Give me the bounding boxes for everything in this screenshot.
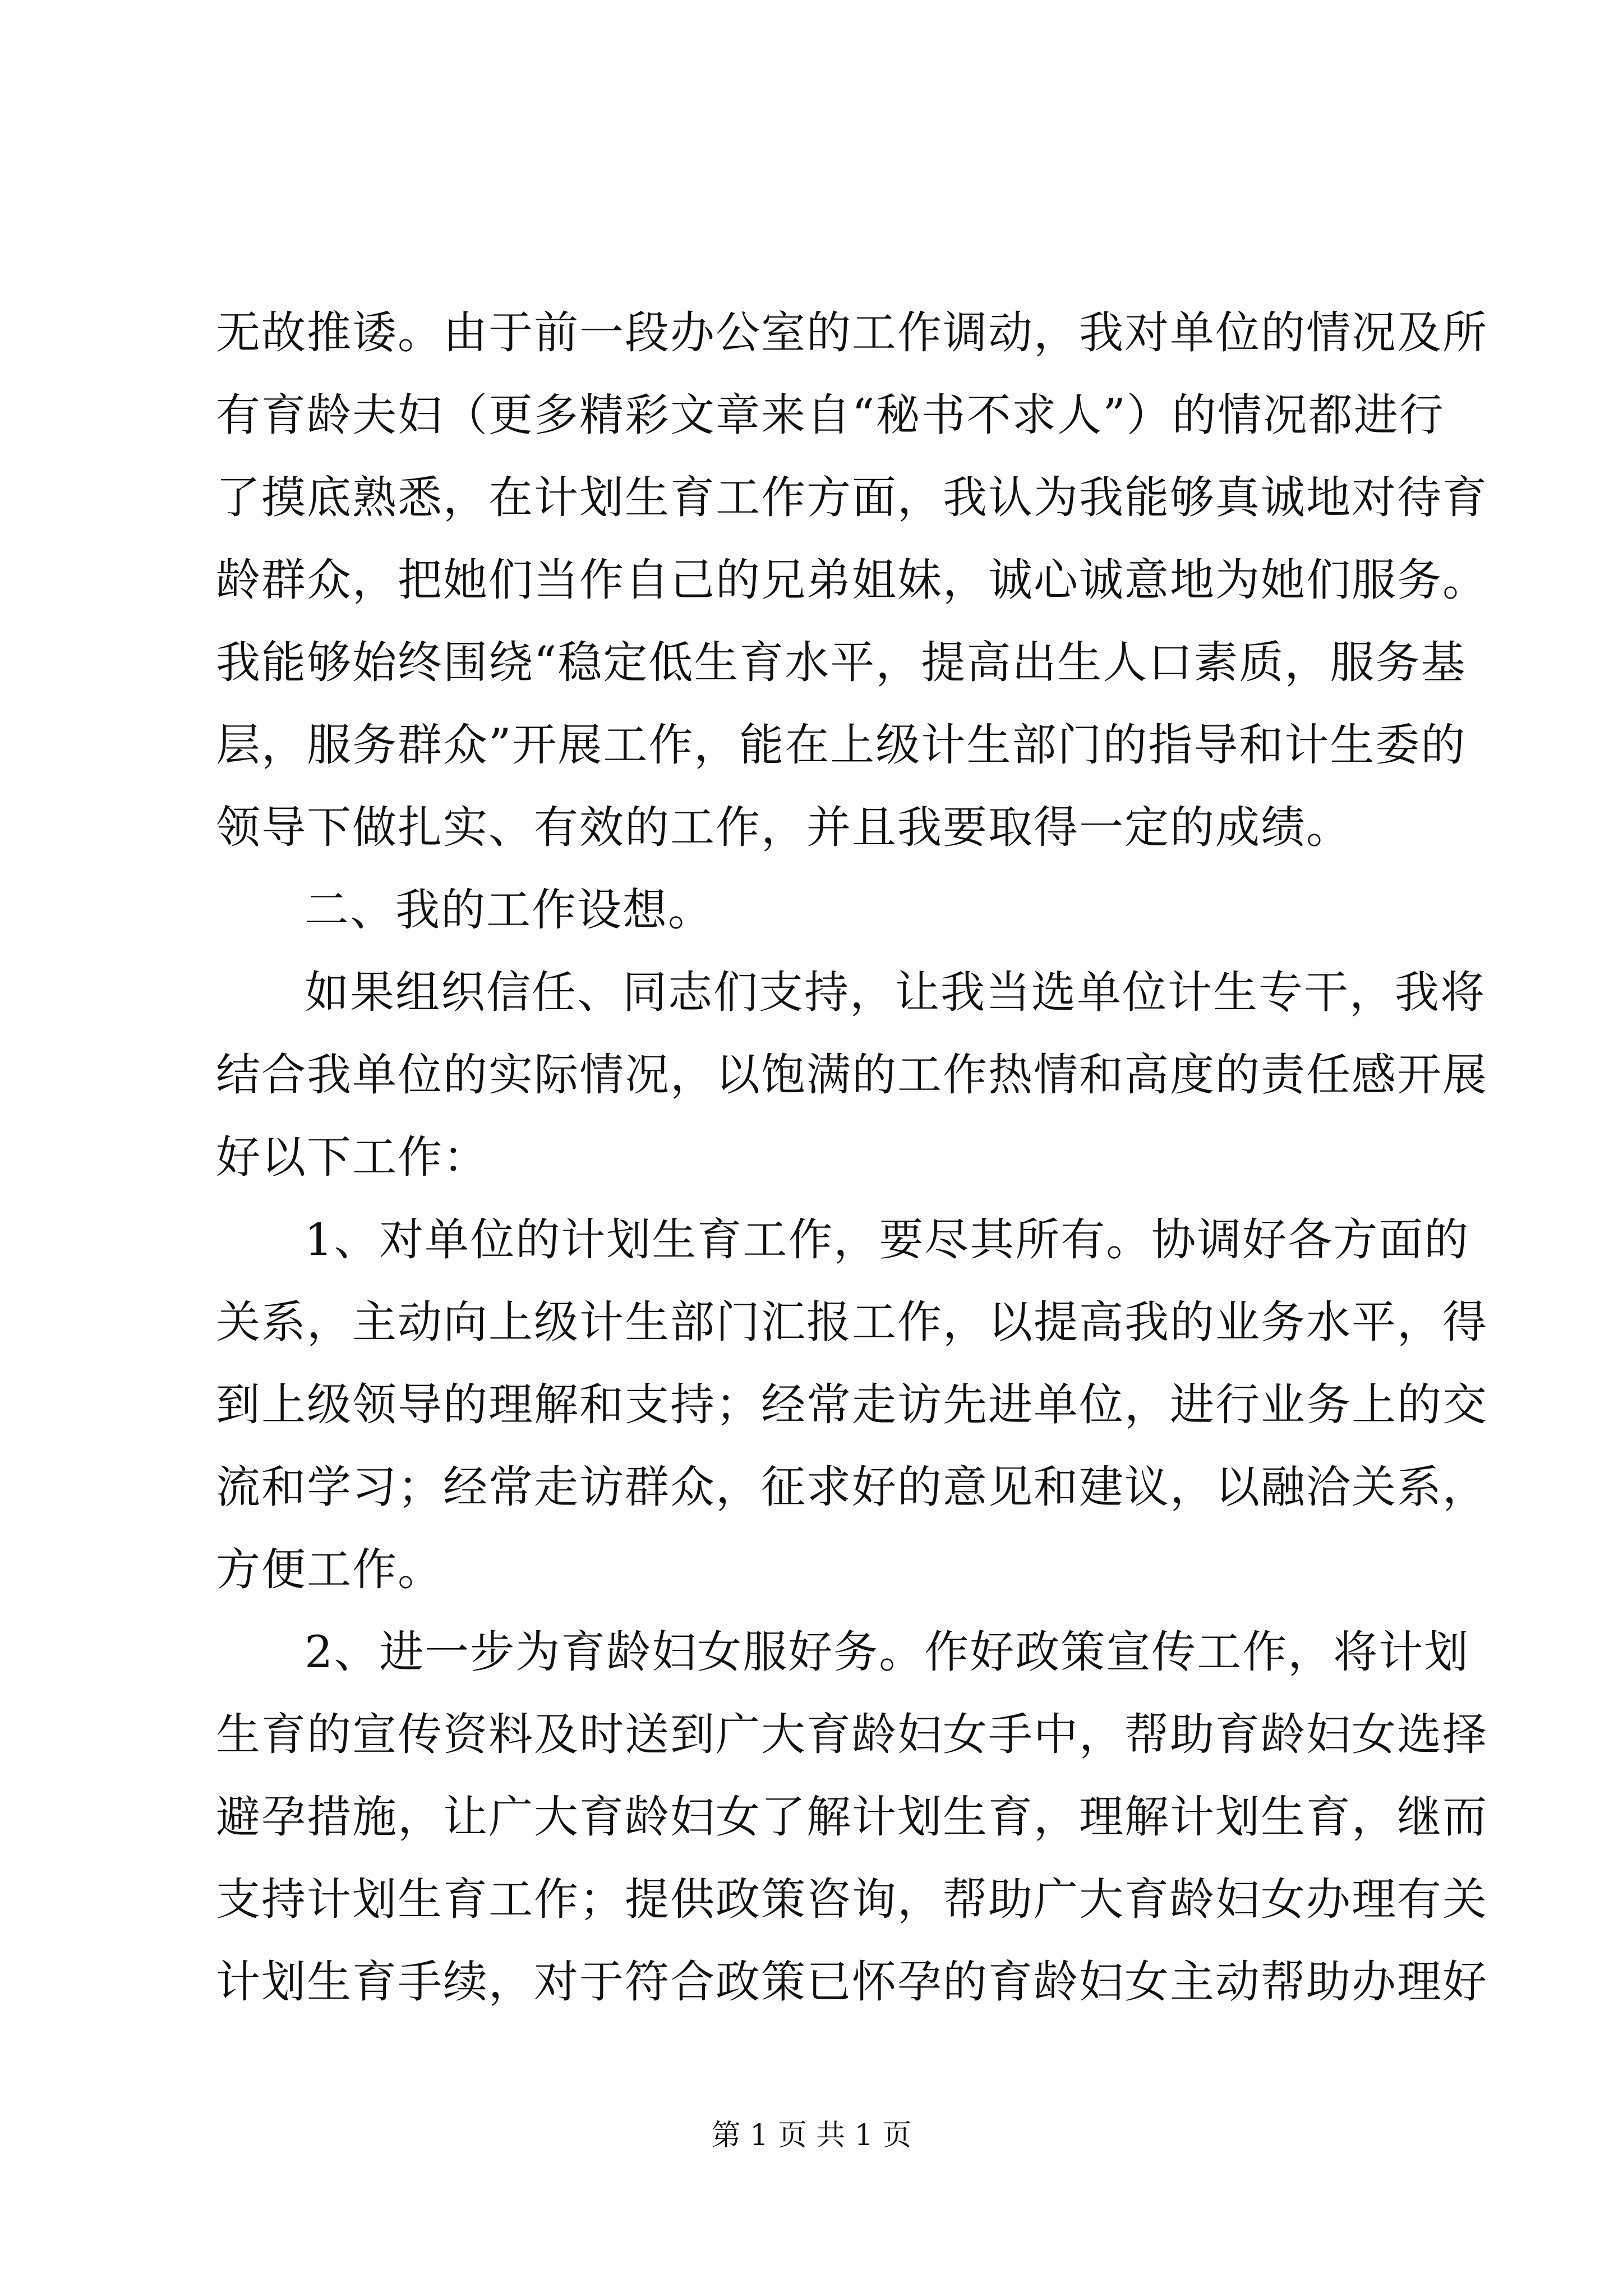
text-line: 生育的宣传资料及时送到广大育龄妇女手中，帮助育龄妇女选择 xyxy=(216,1709,1488,1760)
text-line: 龄群众，把她们当作自己的兄弟姐妹，诚心诚意地为她们服务。 xyxy=(216,554,1488,606)
text-line: 如果组织信任、同志们支持，让我当选单位计生专干，我将 xyxy=(305,967,1486,1018)
page-footer: 第 1 页 共 1 页 xyxy=(711,2119,912,2152)
text-line: 1、对单位的计划生育工作，要尽其所有。协调好各方面的 xyxy=(305,1214,1470,1266)
text-line: 我能够始终围绕“稳定低生育水平，提高出生人口素质，服务基 xyxy=(216,637,1467,688)
text-line: 领导下做扎实、有效的工作，并且我要取得一定的成绩。 xyxy=(216,802,1352,853)
text-line: 了摸底熟悉，在计划生育工作方面，我认为我能够真诚地对待育 xyxy=(216,472,1488,523)
text-line: 二、我的工作设想。 xyxy=(305,884,713,936)
text-line: 方便工作。 xyxy=(216,1544,443,1595)
text-line: 支持计划生育工作；提供政策咨询，帮助广大育龄妇女办理有关 xyxy=(216,1874,1488,1925)
text-line: 计划生育手续，对于符合政策已怀孕的育龄妇女主动帮助办理好 xyxy=(216,1956,1488,2008)
text-line: 流和学习；经常走访群众，征求好的意见和建议，以融洽关系， xyxy=(216,1461,1488,1513)
text-line: 层，服务群众”开展工作，能在上级计生部门的指导和计生委的 xyxy=(216,719,1467,771)
text-line: 无故推诿。由于前一段办公室的工作调动，我对单位的情况及所 xyxy=(216,307,1488,358)
document-body xyxy=(216,292,1488,2023)
text-line: 好以下工作： xyxy=(216,1131,488,1183)
text-line: 2、进一步为育龄妇女服好务。作好政策宣传工作，将计划 xyxy=(305,1626,1470,1678)
text-line: 到上级领导的理解和支持；经常走访先进单位，进行业务上的交 xyxy=(216,1379,1488,1430)
text-line: 有育龄夫妇（更多精彩文章来自“秘书不求人”）的情况都进行 xyxy=(216,389,1445,441)
text-line: 结合我单位的实际情况，以饱满的工作热情和高度的责任感开展 xyxy=(216,1049,1488,1101)
text-line: 关系，主动向上级计生部门汇报工作，以提高我的业务水平，得 xyxy=(216,1296,1488,1348)
text-line: 避孕措施，让广大育龄妇女了解计划生育，理解计划生育，继而 xyxy=(216,1791,1488,1843)
